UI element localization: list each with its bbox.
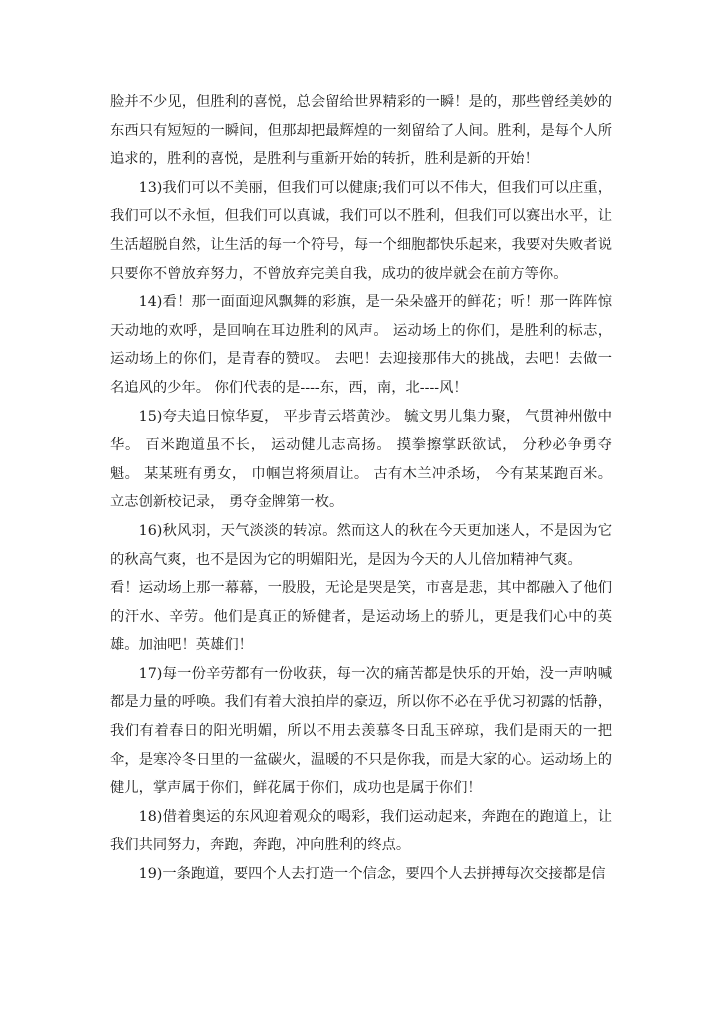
paragraph-18: 18)借着奥运的东风迎着观众的喝彩，我们运动起来，奔跑在的跑道上，让我们共同努力，奔跑，奔跑，冲向胜利的终点。 <box>110 808 612 854</box>
paragraph-13: 13)我们可以不美丽，但我们可以健康;我们可以不伟大，但我们可以庄重，我们可以不永恒，但我们可以真诚，我们可以不胜利，但我们可以赛出水平，让生活超脱自然，让生活的每一个符号，每一个细胞都快乐起来，我要对失败者说只要你不曾放弃努力，不曾放弃完美自我，成功的彼岸就会在前方等你。 <box>110 179 612 282</box>
paragraph-16: 16)秋风羽，天气淡淡的转凉。然而这人的秋在今天更加迷人，不是因为它的秋高气爽，也不是因为它的明媚阳光，是因为今天的人儿倍加精神气爽。 <box>110 522 612 568</box>
paragraph-continued: 脸并不少见，但胜利的喜悦，总会留给世界精彩的一瞬！是的，那些曾经美妙的东西只有短短的一瞬间，但那却把最辉煌的一刻留给了人间。胜利，是每个人所追求的，胜利的喜悦，是胜利与重新开始的转折，胜利是新的开始！ <box>110 94 612 168</box>
paragraph-19: 19)一条跑道，要四个人去打造一个信念，要四个人去拼搏每次交接都是信 <box>138 866 606 883</box>
paragraph-14: 14)看！那一面面迎风飘舞的彩旗，是一朵朵盛开的鲜花；听！那一阵阵惊天动地的欢呼，是回响在耳边胜利的风声。 运动场上的你们，是胜利的标志，运动场上的你们，是青春的赞叹。 去吧！去迎接那伟大的挑战，去吧！去做一名追风的少年。 你们代表的是----东，西，南，北----风！ <box>110 294 612 396</box>
paragraph-15: 15)夸夫追日惊华夏， 平步青云塔黄沙。 毓文男儿集力聚， 气贯神州傲中华。 百米跑道虽不长， 运动健儿志高扬。 摸拳擦掌跃欲试， 分秒必争勇夺魁。 某某班有勇女， 巾帼岂将须眉让。 古有木兰冲杀场， 今有某某跑百米。 立志创新校记录， 勇夺金牌第一枚。 <box>110 408 612 511</box>
document-body <box>110 88 612 889</box>
paragraph-16-continued: 看！运动场上那一幕幕，一股股，无论是哭是笑，市喜是悲，其中都融入了他们的汗水、辛劳。他们是真正的矫健者，是运动场上的骄儿，更是我们心中的英雄。加油吧！英雄们！ <box>110 580 612 654</box>
paragraph-17: 17)每一份辛劳都有一份收获，每一次的痛苦都是快乐的开始，没一声呐喊都是力量的呼唤。我们有着大浪拍岸的豪迈，所以你不必在乎优习初露的恬静，我们有着春日的阳光明媚，所以不用去羡慕冬日乱玉碎琼，我们是雨天的一把伞，是寒冷冬日里的一盆碳火，温暖的不只是你我，而是大家的心。运动场上的健儿，掌声属于你们，鲜花属于你们，成功也是属于你们！ <box>110 665 612 797</box>
